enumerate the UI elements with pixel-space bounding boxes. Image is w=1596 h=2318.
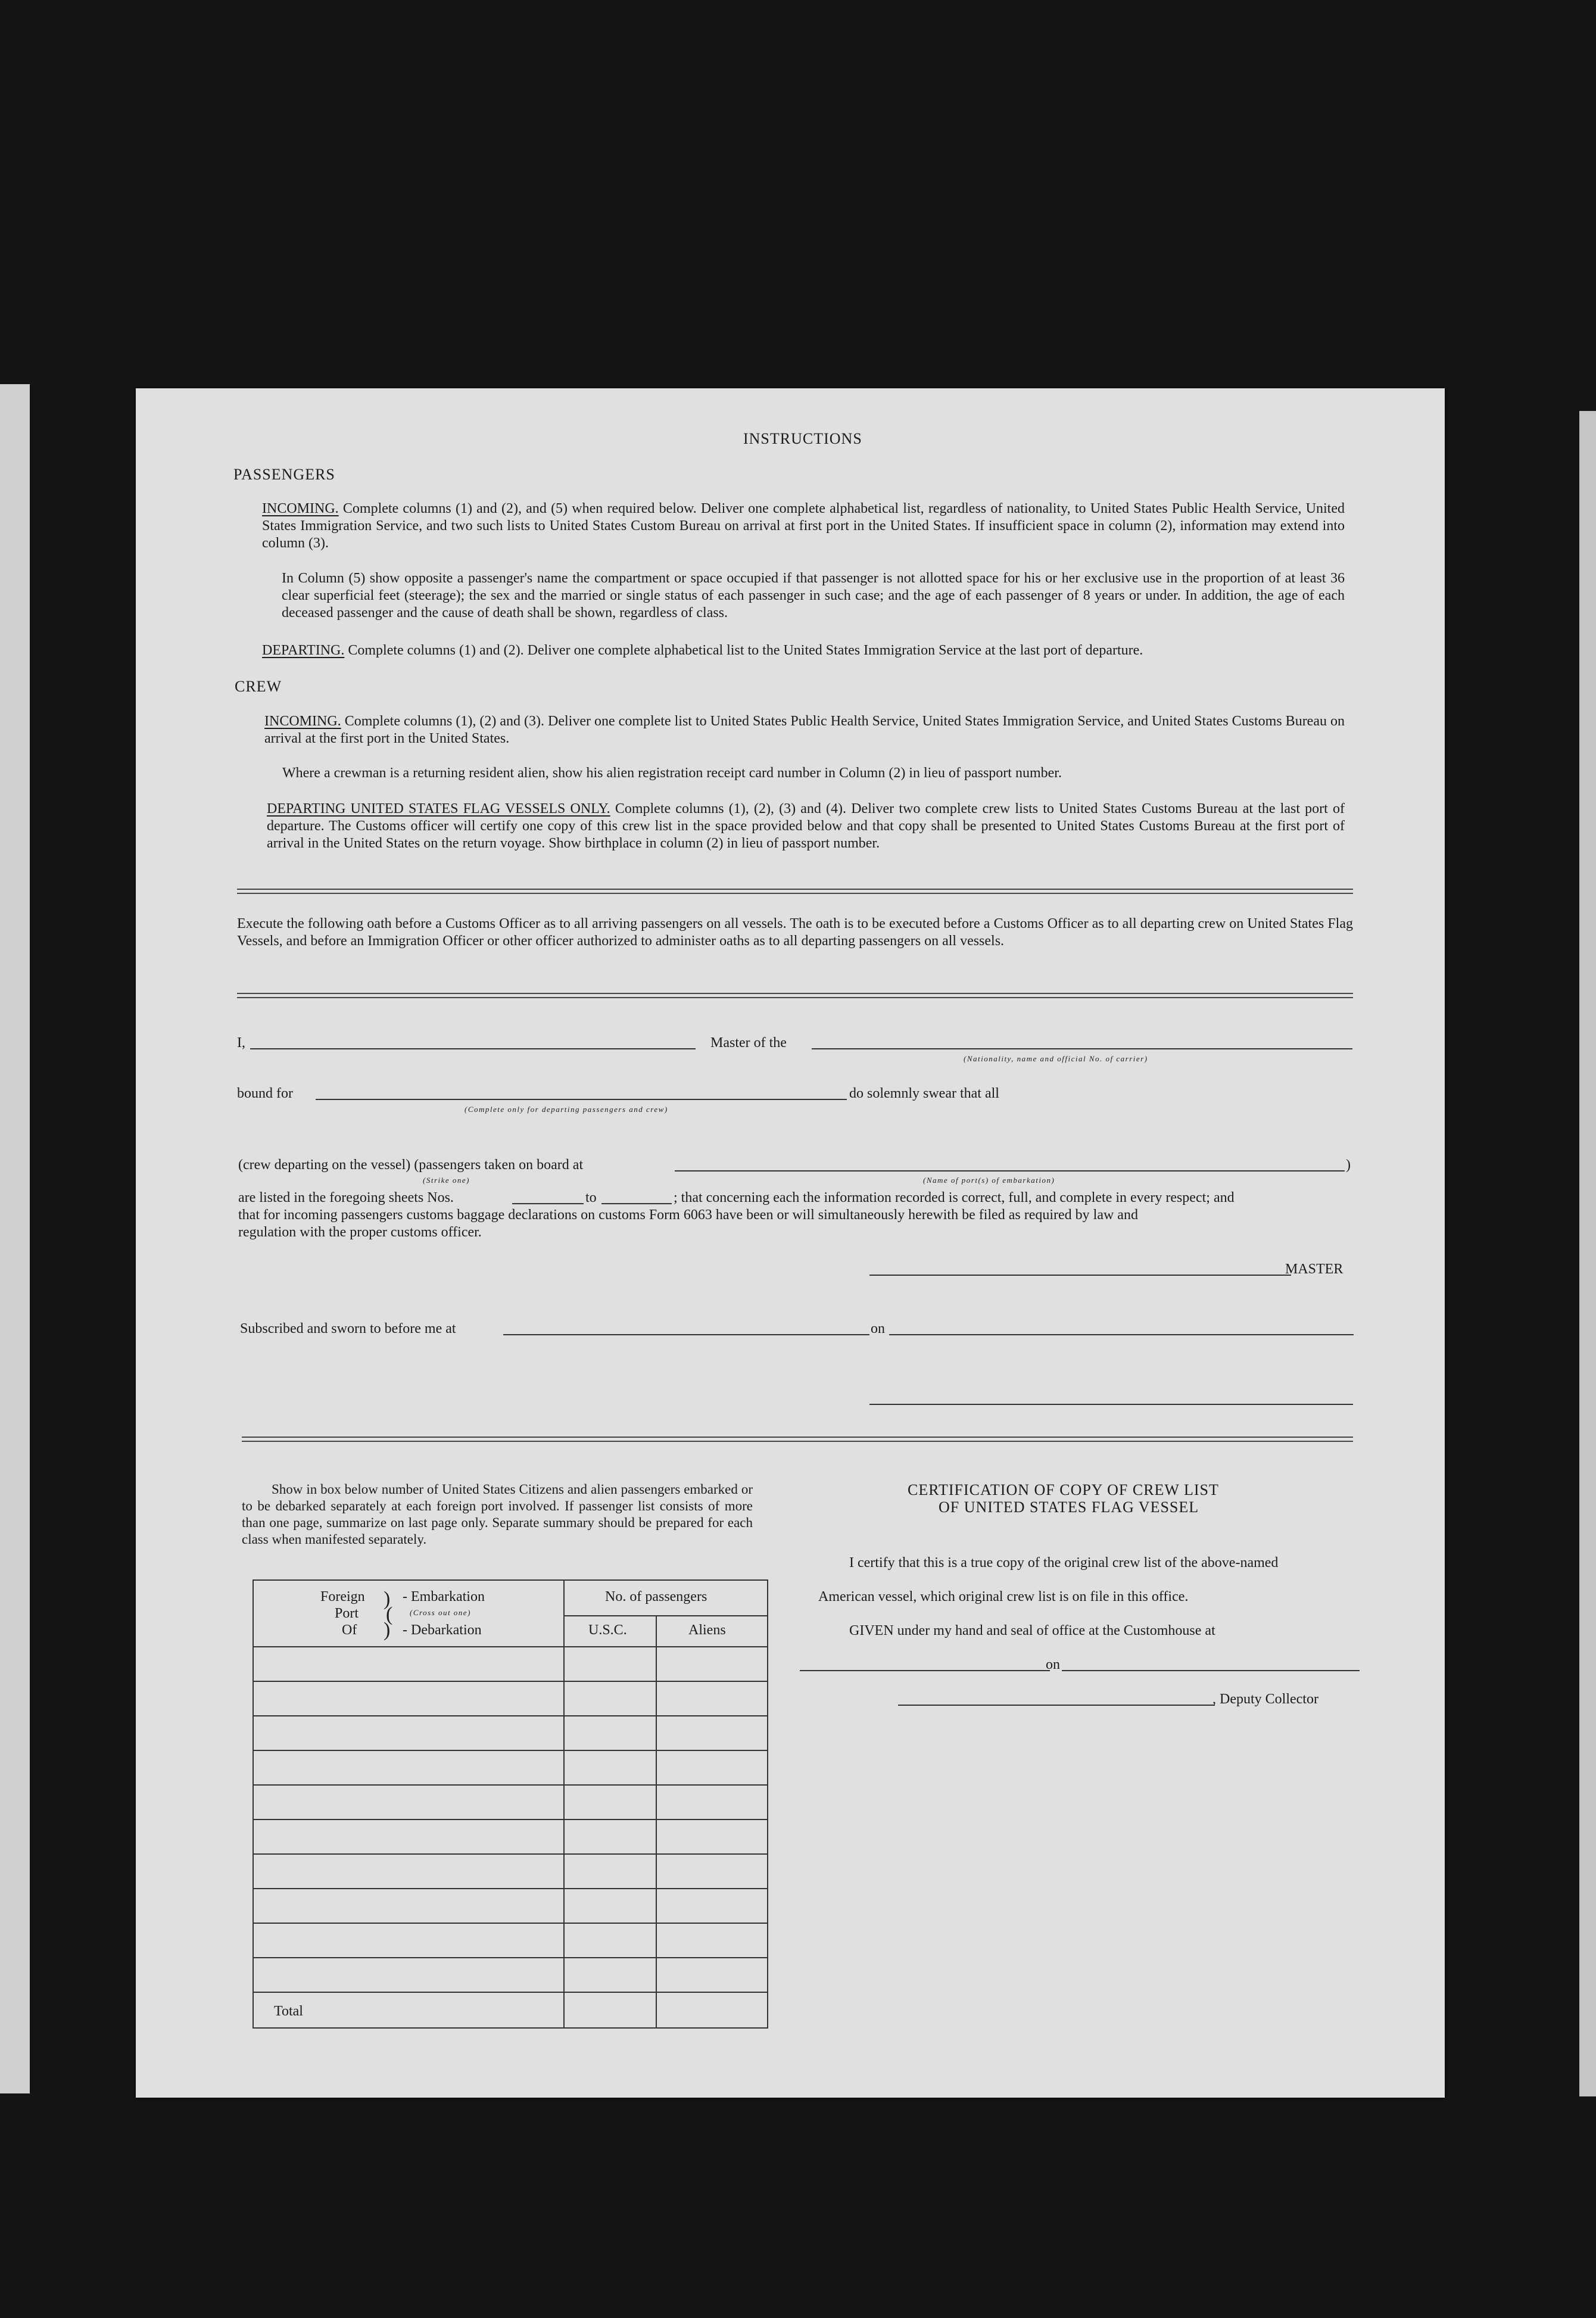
master-label: MASTER [1285, 1261, 1343, 1277]
listed-sheets-text: are listed in the foregoing sheets Nos. [238, 1190, 454, 1205]
crew-incoming-text: Complete columns (1), (2) and (3). Deliver one complete list to United States Public Health Service, United States Immigration Service, and United States Customs Bureau on arrival at the first port in the United States. [264, 714, 1345, 746]
table-row [254, 1681, 767, 1682]
carrier-field[interactable] [812, 1048, 1352, 1049]
oath-i-label: I, [237, 1035, 245, 1051]
crew-heading: CREW [235, 678, 282, 695]
passengers-incoming-text: Complete columns (1) and (2), and (5) when required below. Deliver one complete alphabetical list, regardless of nationality, to United States Public Health Service, United States Immigration Service, and two such lists to United States Custom Bureau on arrival at first port in the United States. If insufficient space in column (2), information may extend into column (3). [262, 501, 1345, 551]
customhouse-field[interactable] [800, 1670, 1050, 1671]
table-row [254, 1992, 767, 1993]
section-divider [237, 889, 1353, 894]
column5-paragraph: In Column (5) show opposite a passenger's name the compartment or space occupied if that passenger is not allotted space for his or her exclusive use in the proportion of at least 36 clear superficial feet (steerage); the sex and the married or single status of each passenger in such case; and the age of each passenger of 8 years or under. In addition, the age of each deceased passenger and the cause of death shall be shown, regardless of class. [282, 571, 1345, 621]
certification-title-line1: CERTIFICATION OF COPY OF CREW LIST [908, 1481, 1219, 1498]
table-row [254, 1888, 767, 1889]
resident-alien-paragraph: Where a crewman is a returning resident alien, show his alien registration receipt card number in Column (2) in lieu of passport number. [282, 765, 1062, 781]
listed-rest-text: ; that concerning each the information recorded is correct, full, and complete in every respect; and [674, 1190, 1235, 1205]
swear-label: do solemnly swear that all [849, 1086, 999, 1101]
flag-vessels-label: DEPARTING UNITED STATES FLAG VESSELS ONLY. [267, 801, 610, 817]
sheet-from-field[interactable] [512, 1203, 584, 1204]
table-row [254, 1819, 767, 1820]
master-signature-field[interactable] [869, 1275, 1291, 1276]
column-divider [563, 1581, 565, 2027]
page-title: INSTRUCTIONS [743, 430, 862, 447]
sheet-to-field[interactable] [601, 1203, 672, 1204]
header-of: Of [342, 1622, 357, 1638]
carrier-caption: (Nationality, name and official No. of carrier) [964, 1054, 1148, 1063]
total-label: Total [274, 2004, 303, 2019]
strike-one-caption: (Strike one) [423, 1176, 470, 1185]
summary-instructions: Show in box below number of United States Citizens and alien passengers embarked or to be debarked separately at each foreign port involved. If passenger list consists of more than one page, summarize on last page only. Separate summary should be prepared for each class when manifested separately. [242, 1482, 753, 1547]
debarkation-option: - Debarkation [403, 1622, 482, 1638]
document-page [136, 388, 1445, 2098]
flag-vessels-text: Complete columns (1), (2), (3) and (4). Deliver two complete crew lists to United States Customs Bureau at the last port of departure. The Customs officer will certify one copy of this crew list in the space provided below and that copy shall be presented to United States Customs Bureau at the first port of arrival in the United States on the return voyage. Show birthplace in column (2) in lieu of passport number. [267, 801, 1345, 851]
master-of-the-label: Master of the [710, 1035, 787, 1051]
crew-incoming-paragraph [264, 713, 1345, 747]
port-caption: (Name of port(s) of embarkation) [923, 1176, 1055, 1185]
close-paren: ) [1346, 1157, 1351, 1173]
sworn-on-label: on [871, 1321, 885, 1336]
cross-out-caption: (Cross out one) [410, 1608, 471, 1617]
baggage-declaration-text: that for incoming passengers customs baggage declarations on customs Form 6063 have been or will simultaneously herewith be filed as required by law and [238, 1207, 1138, 1223]
given-text: GIVEN under my hand and seal of office at the Customhouse at [849, 1623, 1215, 1638]
deputy-collector-label: , Deputy Collector [1212, 1691, 1318, 1707]
bound-for-caption: (Complete only for departing passengers and crew) [465, 1105, 668, 1114]
subscribed-label: Subscribed and sworn to before me at [240, 1321, 456, 1336]
header-foreign: Foreign [320, 1589, 365, 1604]
column-divider [656, 1615, 657, 2027]
header-bottom [254, 1646, 767, 1647]
passenger-summary-table [253, 1579, 768, 2029]
to-label: to [585, 1190, 597, 1205]
table-row [254, 1750, 767, 1751]
certification-date-field[interactable] [1062, 1670, 1360, 1671]
section-divider [237, 993, 1353, 998]
certification-on-label: on [1046, 1657, 1060, 1672]
crew-passengers-choice: (crew departing on the vessel) (passengers taken on board at [238, 1157, 584, 1173]
passengers-departing-label: DEPARTING. [262, 643, 345, 658]
passengers-incoming-paragraph [262, 500, 1345, 552]
usc-header: U.S.C. [588, 1622, 627, 1638]
officer-signature-field[interactable] [869, 1404, 1353, 1405]
table-row [254, 1923, 767, 1924]
passengers-heading: PASSENGERS [233, 466, 335, 483]
brace-glyph: ) [384, 1619, 391, 1641]
aliens-header: Aliens [688, 1622, 726, 1638]
oath-intro-paragraph: Execute the following oath before a Customs Officer as to all arriving passengers on all vessels. The oath is to be executed before a Customs Officer as to all departing crew on United States Flag Vessels, and before an Immigration Officer or other officer authorized to administer oaths as to all departing passengers on all vessels. [237, 916, 1353, 949]
no-of-passengers-header: No. of passengers [605, 1589, 707, 1604]
regulation-text: regulation with the proper customs officer. [238, 1225, 482, 1240]
certification-title-line2: OF UNITED STATES FLAG VESSEL [939, 1498, 1199, 1516]
crew-incoming-label: INCOMING. [264, 714, 341, 729]
sworn-date-field[interactable] [889, 1334, 1354, 1335]
table-row [254, 1853, 767, 1855]
bound-for-label: bound for [237, 1086, 293, 1101]
brace-glyph: ( [386, 1603, 393, 1625]
bound-for-field[interactable] [316, 1099, 847, 1100]
passengers-incoming-label: INCOMING. [262, 501, 339, 516]
embarkation-port-field[interactable] [675, 1170, 1345, 1172]
embarkation-option: - Embarkation [403, 1589, 485, 1604]
passengers-departing-paragraph [262, 642, 1345, 659]
sworn-place-field[interactable] [503, 1334, 869, 1335]
deputy-collector-signature-field[interactable] [898, 1705, 1215, 1706]
brace-glyph: ) [384, 1588, 391, 1610]
certify-text-line1: I certify that this is a true copy of the original crew list of the above-named [849, 1555, 1279, 1571]
section-divider [242, 1437, 1353, 1442]
adjacent-page-right [1579, 411, 1596, 2096]
table-row [254, 1957, 767, 1958]
header-divider [563, 1615, 767, 1616]
passengers-departing-text: Complete columns (1) and (2). Deliver one complete alphabetical list to the United States Immigration Service at the last port of departure. [348, 643, 1143, 658]
master-name-field[interactable] [250, 1048, 696, 1049]
table-row [254, 1715, 767, 1716]
adjacent-page-left [0, 384, 30, 2093]
flag-vessels-paragraph [267, 800, 1345, 852]
header-port: Port [335, 1606, 359, 1621]
table-row [254, 1784, 767, 1786]
certify-text-line2: American vessel, which original crew list is on file in this office. [818, 1589, 1189, 1604]
